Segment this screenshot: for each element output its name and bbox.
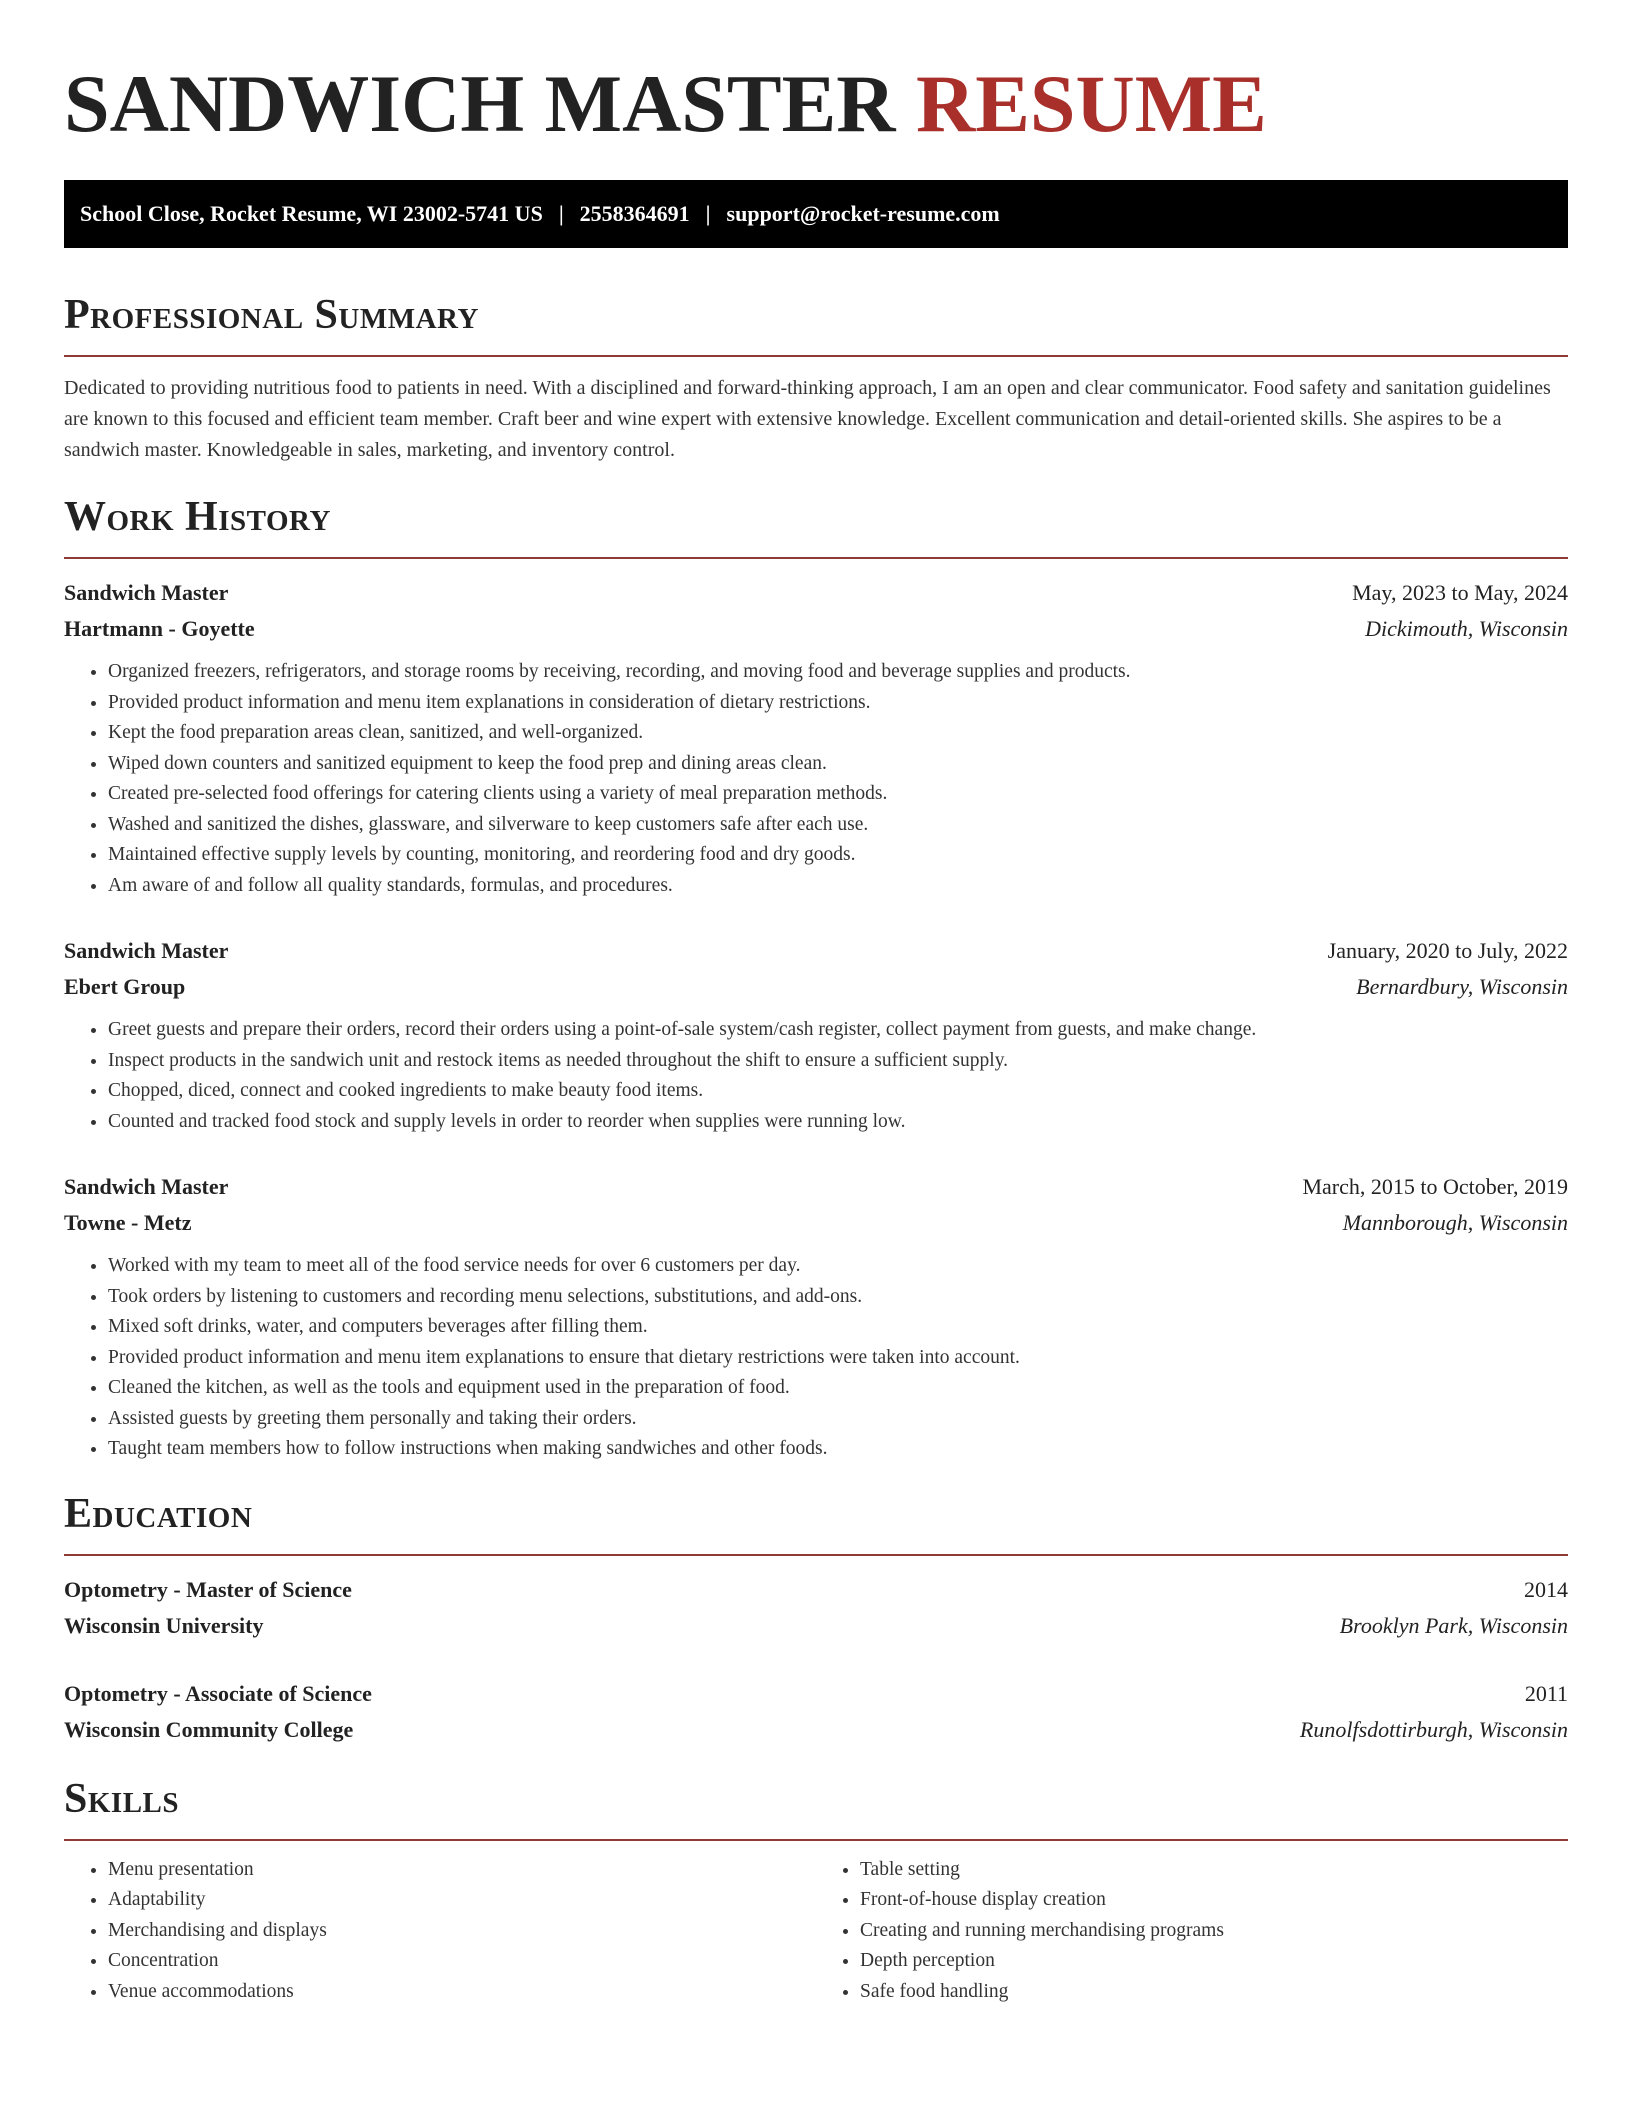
job-bullets bbox=[64, 657, 1568, 901]
education-school: Wisconsin Community College bbox=[64, 1716, 354, 1742]
job-bullet: • Wiped down counters and sanitized equipment to keep the food prep and dining areas clean. bbox=[108, 749, 1568, 780]
job-bullet: • Mixed soft drinks, water, and computers beverages after filling them. bbox=[108, 1312, 1568, 1343]
skill-item: • Adaptability bbox=[108, 1885, 816, 1916]
job-bullet: • Created pre-selected food offerings for catering clients using a variety of meal preparation methods. bbox=[108, 779, 1568, 810]
job-position: Sandwich Master bbox=[64, 580, 229, 605]
job-bullet: • Maintained effective supply levels by counting, monitoring, and reordering food and dry goods. bbox=[108, 840, 1568, 871]
education-location: Brooklyn Park, Wisconsin bbox=[1339, 1612, 1568, 1638]
job-bullet: • Taught team members how to follow instructions when making sandwiches and other foods. bbox=[108, 1434, 1568, 1465]
education-entry bbox=[64, 1572, 1568, 1644]
job-company-row bbox=[64, 611, 1568, 647]
resume-title bbox=[64, 58, 1568, 150]
job-position: Sandwich Master bbox=[64, 1174, 229, 1199]
job-dates: May, 2023 to May, 2024 bbox=[1352, 580, 1568, 605]
job-bullet: • Provided product information and menu item explanations in consideration of dietary restrictions. bbox=[108, 688, 1568, 719]
skill-item: • Concentration bbox=[108, 1946, 816, 1977]
job-bullet: • Assisted guests by greeting them personally and taking their orders. bbox=[108, 1404, 1568, 1435]
job-header-row bbox=[64, 1169, 1568, 1205]
skill-item: • Venue accommodations bbox=[108, 1977, 816, 2008]
job-location: Dickimouth, Wisconsin bbox=[1365, 616, 1568, 641]
education-degree: Optometry - Master of Science bbox=[64, 1576, 352, 1602]
education-section bbox=[64, 1489, 1568, 1748]
education-year: 2011 bbox=[1524, 1680, 1568, 1706]
job-entry bbox=[64, 1169, 1568, 1465]
job-location: Bernardbury, Wisconsin bbox=[1356, 974, 1568, 999]
summary-text: Dedicated to providing nutritious food to patients in need. With a disciplined and forward-thinking approach, I am an open and clear communicator. Food safety and sanitation guidelines are known to this focused and efficient team member. Craft beer and wine expert with extensive knowledge. Excellent communication and detail-oriented skills. She aspires to be a sandwich master. Knowledgeable in sales, marketing, and inventory control. bbox=[64, 377, 1551, 461]
skill-item: • Merchandising and displays bbox=[108, 1916, 816, 1947]
job-company-row bbox=[64, 969, 1568, 1005]
job-bullet: • Cleaned the kitchen, as well as the tools and equipment used in the preparation of food. bbox=[108, 1373, 1568, 1404]
education-entry bbox=[64, 1676, 1568, 1748]
job-bullet: • Took orders by listening to customers and recording menu selections, substitutions, and add-ons. bbox=[108, 1282, 1568, 1313]
contact-address: School Close, Rocket Resume, WI 23002-5741 US bbox=[80, 201, 543, 226]
skill-item: • Safe food handling bbox=[860, 1977, 1568, 2008]
contact-email: support@rocket-resume.com bbox=[726, 201, 1000, 226]
skill-item: • Table setting bbox=[860, 1855, 1568, 1886]
skill-item: • Creating and running merchandising programs bbox=[860, 1916, 1568, 1947]
job-dates: March, 2015 to October, 2019 bbox=[1302, 1174, 1568, 1199]
section-title-summary: Professional Summary bbox=[64, 292, 479, 338]
section-title-work-history: Work History bbox=[64, 494, 331, 540]
job-dates: January, 2020 to July, 2022 bbox=[1327, 938, 1568, 963]
job-location: Mannborough, Wisconsin bbox=[1342, 1210, 1568, 1235]
education-school-row bbox=[64, 1608, 1568, 1644]
job-entry bbox=[64, 575, 1568, 901]
job-entry bbox=[64, 933, 1568, 1137]
section-divider bbox=[64, 557, 1568, 559]
skill-item: • Depth perception bbox=[860, 1946, 1568, 1977]
job-bullet: • Am aware of and follow all quality standards, formulas, and procedures. bbox=[108, 871, 1568, 902]
job-company: Towne - Metz bbox=[64, 1210, 192, 1235]
job-bullet: • Kept the food preparation areas clean, sanitized, and well-organized. bbox=[108, 718, 1568, 749]
education-year: 2014 bbox=[1524, 1576, 1568, 1602]
section-divider bbox=[64, 1839, 1568, 1841]
job-bullet: • Worked with my team to meet all of the food service needs for over 6 customers per day. bbox=[108, 1251, 1568, 1282]
skills-list-left bbox=[64, 1855, 816, 2008]
section-title-education: Education bbox=[64, 1490, 253, 1537]
work-history-section bbox=[64, 492, 1568, 1465]
job-company: Ebert Group bbox=[64, 974, 186, 999]
job-company: Hartmann - Goyette bbox=[64, 616, 255, 641]
education-location: Runolfsdottirburgh, Wisconsin bbox=[1299, 1716, 1568, 1742]
job-bullet: • Inspect products in the sandwich unit and restock items as needed throughout the shift to ensure a sufficient supply. bbox=[108, 1046, 1568, 1077]
skills-section bbox=[64, 1774, 1568, 2008]
education-degree-row bbox=[64, 1572, 1568, 1608]
job-bullets bbox=[64, 1015, 1568, 1137]
education-degree: Optometry - Associate of Science bbox=[64, 1680, 372, 1706]
job-bullet: • Chopped, diced, connect and cooked ingredients to make beauty food items. bbox=[108, 1076, 1568, 1107]
contact-phone: 2558364691 bbox=[579, 201, 690, 226]
job-bullet: • Greet guests and prepare their orders, record their orders using a point-of-sale system/cash register, collect payment from guests, and make change. bbox=[108, 1015, 1568, 1046]
job-position: Sandwich Master bbox=[64, 938, 229, 963]
job-bullet: • Counted and tracked food stock and supply levels in order to reorder when supplies were running low. bbox=[108, 1107, 1568, 1138]
education-degree-row bbox=[64, 1676, 1568, 1712]
summary-section bbox=[64, 290, 1568, 466]
name-main: SANDWICH MASTER bbox=[64, 58, 896, 149]
job-bullet: • Washed and sanitized the dishes, glassware, and silverware to keep customers safe after each use. bbox=[108, 810, 1568, 841]
job-company-row bbox=[64, 1205, 1568, 1241]
skill-item: • Front-of-house display creation bbox=[860, 1885, 1568, 1916]
education-school-row bbox=[64, 1712, 1568, 1748]
contact-separator: | bbox=[558, 201, 564, 226]
job-bullet: • Organized freezers, refrigerators, and storage rooms by receiving, recording, and moving food and beverage supplies and products. bbox=[108, 657, 1568, 688]
job-bullets bbox=[64, 1251, 1568, 1465]
name-accent: RESUME bbox=[916, 58, 1267, 149]
contact-separator: | bbox=[705, 201, 711, 226]
skills-list-right bbox=[816, 1855, 1568, 2008]
job-header-row bbox=[64, 575, 1568, 611]
skill-item: • Menu presentation bbox=[108, 1855, 816, 1886]
job-bullet: • Provided product information and menu item explanations to ensure that dietary restrictions were taken into account. bbox=[108, 1343, 1568, 1374]
section-divider bbox=[64, 355, 1568, 357]
section-title-skills: Skills bbox=[64, 1775, 180, 1822]
job-header-row bbox=[64, 933, 1568, 969]
section-divider bbox=[64, 1554, 1568, 1556]
skills-columns bbox=[64, 1855, 1568, 2008]
education-school: Wisconsin University bbox=[64, 1612, 264, 1638]
contact-bar bbox=[64, 180, 1568, 248]
